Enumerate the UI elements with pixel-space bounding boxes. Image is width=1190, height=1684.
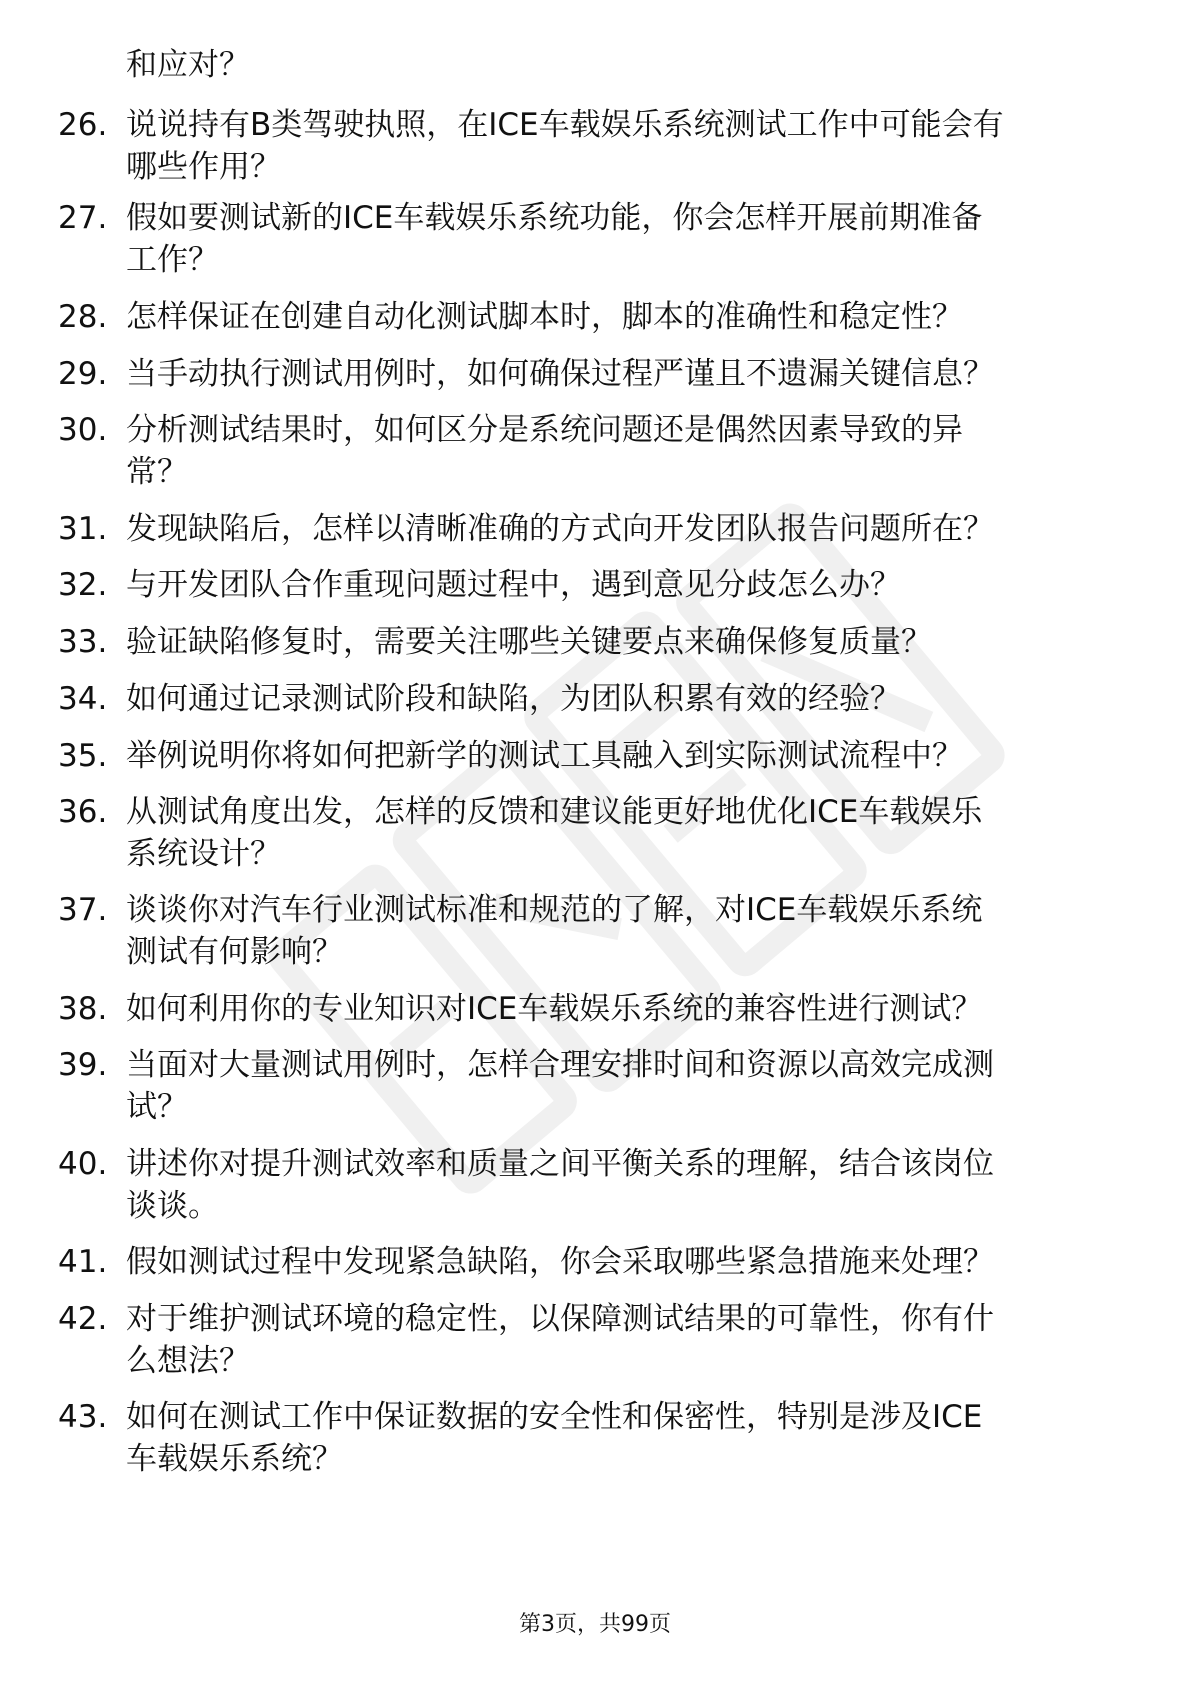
question-line: 对于维护测试环境的稳定性，以保障测试结果的可靠性，你有什	[126, 1301, 994, 1337]
question-line: 系统设计？	[126, 836, 281, 872]
question-line: 发现缺陷后，怎样以清晰准确的方式向开发团队报告问题所在？	[126, 511, 994, 547]
question-line: 车载娱乐系统？	[126, 1441, 343, 1477]
question-text	[126, 1143, 1126, 1227]
question-text	[126, 678, 1126, 720]
question-line: 举例说明你将如何把新学的测试工具融入到实际测试流程中？	[126, 738, 963, 774]
question-line: 谈谈你对汽车行业测试标准和规范的了解，对ICE车载娱乐系统	[126, 892, 983, 928]
question-number: 26.	[58, 107, 108, 143]
question-number: 38.	[58, 991, 108, 1027]
question-line: 假如测试过程中发现紧急缺陷，你会采取哪些紧急措施来处理？	[126, 1244, 994, 1280]
question-text	[126, 1396, 1126, 1480]
question-number: 27.	[58, 200, 108, 236]
question-line: 如何在测试工作中保证数据的安全性和保密性，特别是涉及ICE	[126, 1399, 983, 1435]
question-line: 测试有何影响？	[126, 934, 343, 970]
page-footer: 第3页，共99页	[519, 1612, 671, 1637]
question-line: 验证缺陷修复时，需要关注哪些关键要点来确保修复质量？	[126, 624, 932, 660]
question-line: 如何利用你的专业知识对ICE车载娱乐系统的兼容性进行测试？	[126, 991, 983, 1027]
question-text	[126, 296, 1126, 338]
question-text	[126, 735, 1126, 777]
question-number: 33.	[58, 624, 108, 660]
question-line: 哪些作用？	[126, 149, 281, 185]
question-text	[126, 409, 1126, 493]
question-line: 从测试角度出发，怎样的反馈和建议能更好地优化ICE车载娱乐	[126, 794, 983, 830]
question-number: 28.	[58, 299, 108, 335]
question-line: 么想法？	[126, 1343, 250, 1379]
question-text	[126, 564, 1126, 606]
question-text	[126, 889, 1126, 973]
question-text	[126, 791, 1126, 875]
question-line: 与开发团队合作重现问题过程中，遇到意见分歧怎么办？	[126, 567, 901, 603]
question-number: 36.	[58, 794, 108, 830]
question-line: 试？	[126, 1089, 188, 1125]
question-text	[126, 1044, 1126, 1128]
question-line: 如何通过记录测试阶段和缺陷，为团队积累有效的经验？	[126, 681, 901, 717]
question-number: 31.	[58, 511, 108, 547]
question-number: 32.	[58, 567, 108, 603]
question-text	[126, 353, 1126, 395]
question-number: 34.	[58, 681, 108, 717]
continuation-text: 和应对？	[126, 47, 250, 83]
question-line: 工作？	[126, 242, 219, 278]
question-number: 30.	[58, 412, 108, 448]
question-number: 43.	[58, 1399, 108, 1435]
question-line: 当手动执行测试用例时，如何确保过程严谨且不遗漏关键信息？	[126, 356, 994, 392]
question-line: 讲述你对提升测试效率和质量之间平衡关系的理解，结合该岗位	[126, 1146, 994, 1182]
question-line: 假如要测试新的ICE车载娱乐系统功能，你会怎样开展前期准备	[126, 200, 983, 236]
question-text	[126, 988, 1126, 1030]
question-text	[126, 197, 1126, 281]
question-number: 41.	[58, 1244, 108, 1280]
question-line: 怎样保证在创建自动化测试脚本时，脚本的准确性和稳定性？	[126, 299, 963, 335]
question-number: 37.	[58, 892, 108, 928]
question-text	[126, 621, 1126, 663]
question-line: 谈谈。	[126, 1188, 219, 1224]
question-number: 39.	[58, 1047, 108, 1083]
question-line: 说说持有B类驾驶执照，在ICE车载娱乐系统测试工作中可能会有	[126, 107, 1004, 143]
question-number: 29.	[58, 356, 108, 392]
question-line: 当面对大量测试用例时，怎样合理安排时间和资源以高效完成测	[126, 1047, 994, 1083]
question-text	[126, 1241, 1126, 1283]
question-number: 40.	[58, 1146, 108, 1182]
question-text	[126, 508, 1126, 550]
question-text	[126, 104, 1126, 188]
question-line: 常？	[126, 454, 188, 490]
question-number: 42.	[58, 1301, 108, 1337]
question-text	[126, 1298, 1126, 1382]
question-number: 35.	[58, 738, 108, 774]
question-line: 分析测试结果时，如何区分是系统问题还是偶然因素导致的异	[126, 412, 963, 448]
